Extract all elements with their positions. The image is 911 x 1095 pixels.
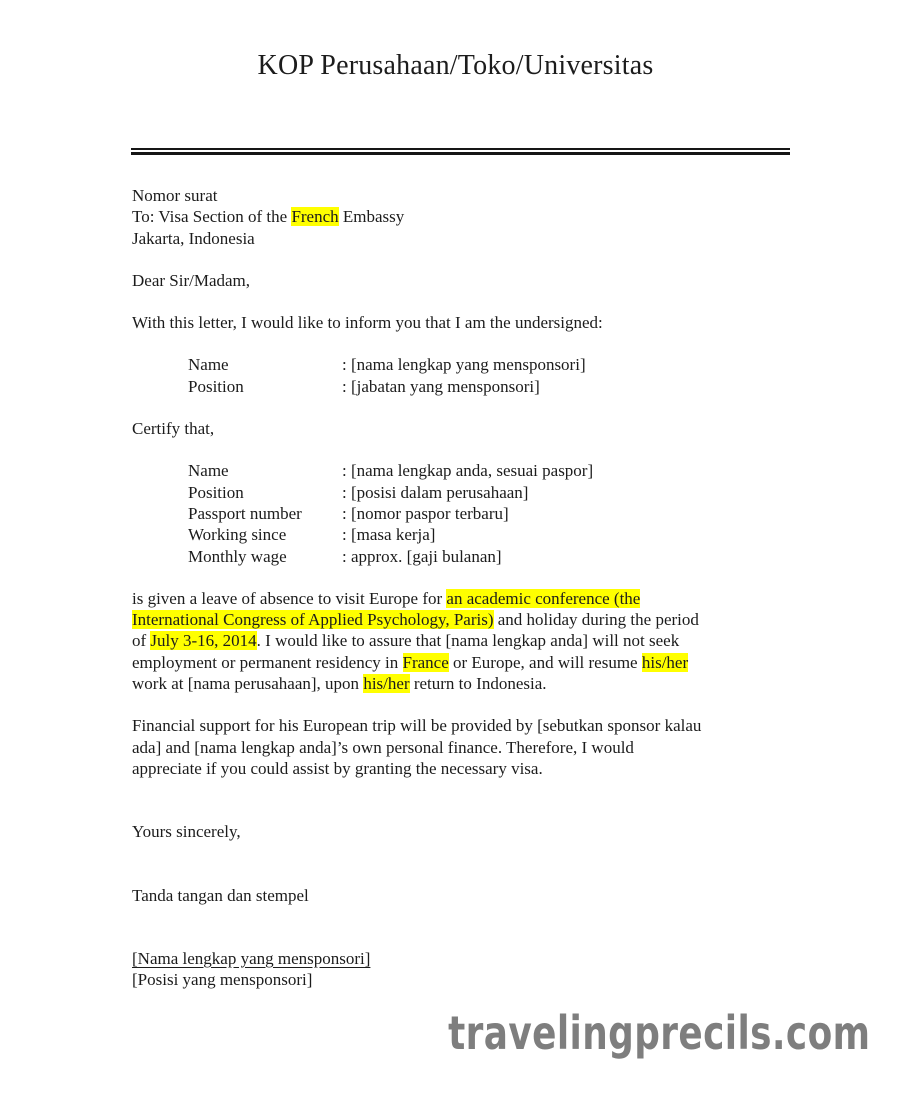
row-label: Name bbox=[188, 355, 229, 375]
text-segment: is given a leave of absence to visit Europe for bbox=[132, 588, 447, 608]
letterhead-divider bbox=[131, 148, 790, 155]
site-watermark: travelingprecils.com bbox=[447, 1006, 870, 1060]
body-paragraph-leave bbox=[132, 588, 784, 694]
letter-body bbox=[132, 185, 784, 990]
text-segment: employment or permanent residency in bbox=[132, 652, 403, 672]
highlighted-text: France bbox=[402, 652, 449, 672]
highlighted-text: French bbox=[291, 207, 339, 227]
row-label: Position bbox=[188, 376, 244, 396]
text-segment: and holiday during the period bbox=[493, 610, 699, 630]
applicant-details-table bbox=[132, 460, 784, 566]
highlighted-text: July 3-16, 2014 bbox=[150, 631, 257, 651]
text-line bbox=[132, 228, 784, 249]
table-row bbox=[132, 546, 784, 567]
highlighted-text: an academic conference (the bbox=[446, 588, 641, 608]
row-value: : [posisi dalam perusahaan] bbox=[342, 482, 529, 502]
signature-name: [Nama lengkap yang mensponsori] bbox=[132, 948, 371, 968]
text-line bbox=[132, 185, 784, 206]
text-segment: To: Visa Section of the bbox=[132, 207, 292, 227]
row-value: : [jabatan yang mensponsori] bbox=[342, 376, 540, 396]
closing-line: Yours sincerely, bbox=[132, 822, 241, 842]
signature-position: [Posisi yang mensponsori] bbox=[132, 970, 313, 990]
text-line bbox=[132, 715, 784, 736]
row-value: : [nama lengkap anda, sesuai paspor] bbox=[342, 461, 594, 481]
letter-title: KOP Perusahaan/Toko/Universitas bbox=[257, 50, 654, 81]
text-segment: . I would like to assure that [nama lengkap anda] will not seek bbox=[256, 631, 680, 651]
text-segment: or Europe, and will resume bbox=[448, 652, 642, 672]
text-line bbox=[132, 206, 784, 227]
table-row bbox=[132, 503, 784, 524]
text-segment: return to Indonesia. bbox=[409, 674, 547, 694]
text-line bbox=[132, 758, 784, 779]
body-paragraph-finance bbox=[132, 715, 784, 779]
row-label: Position bbox=[188, 482, 244, 502]
highlighted-text: International Congress of Applied Psychology, Paris) bbox=[132, 610, 494, 630]
signature-note: Tanda tangan dan stempel bbox=[132, 885, 309, 905]
text-segment: Embassy bbox=[338, 207, 405, 227]
text-line bbox=[132, 673, 784, 694]
highlighted-text: his/her bbox=[363, 674, 410, 694]
row-value: : [nomor paspor terbaru] bbox=[342, 503, 509, 523]
text-segment: work at [nama perusahaan], upon bbox=[132, 674, 364, 694]
text-line bbox=[132, 737, 784, 758]
recipient-address bbox=[132, 185, 784, 249]
text-segment: Financial support for his European trip will be provided by [sebutkan sponsor kalau bbox=[132, 716, 702, 736]
row-value: : [nama lengkap yang mensponsori] bbox=[342, 355, 586, 375]
row-label: Working since bbox=[188, 525, 287, 545]
text-segment: Nomor surat bbox=[132, 186, 218, 205]
text-segment: of bbox=[132, 631, 151, 651]
text-segment: appreciate if you could assist by granting the necessary visa. bbox=[132, 758, 543, 778]
salutation: Dear Sir/Madam, bbox=[132, 270, 251, 290]
table-row bbox=[132, 354, 784, 375]
text-line bbox=[132, 652, 784, 673]
row-value: : [masa kerja] bbox=[342, 525, 436, 545]
text-segment: ada] and [nama lengkap anda]’s own personal finance. Therefore, I would bbox=[132, 737, 634, 757]
sponsor-details-table bbox=[132, 354, 784, 397]
row-label: Passport number bbox=[188, 503, 302, 523]
row-label: Name bbox=[188, 461, 229, 481]
text-line bbox=[132, 588, 784, 609]
text-line bbox=[132, 609, 784, 630]
row-label: Monthly wage bbox=[188, 546, 287, 566]
row-value: : approx. [gaji bulanan] bbox=[342, 546, 502, 566]
text-line bbox=[132, 630, 784, 651]
table-row bbox=[132, 376, 784, 397]
intro-paragraph: With this letter, I would like to inform you that I am the undersigned: bbox=[132, 313, 603, 333]
highlighted-text: his/her bbox=[641, 652, 689, 672]
certify-line: Certify that, bbox=[132, 419, 215, 439]
table-row bbox=[132, 460, 784, 481]
table-row bbox=[132, 524, 784, 545]
text-segment: Jakarta, Indonesia bbox=[132, 228, 255, 248]
table-row bbox=[132, 482, 784, 503]
